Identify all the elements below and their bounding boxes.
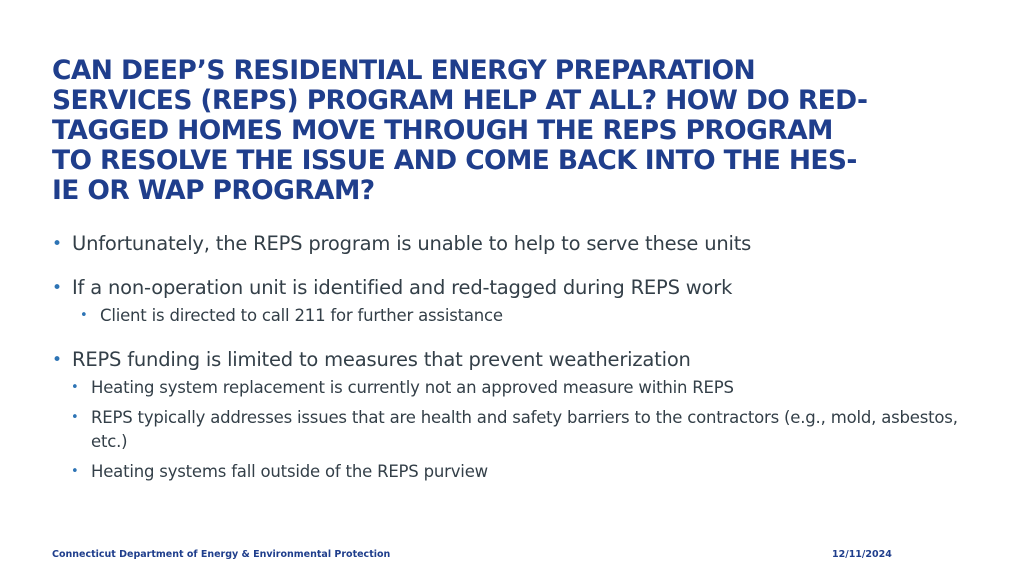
title-line: IE OR WAP PROGRAM? (52, 175, 375, 206)
title-line: TO RESOLVE THE ISSUE AND COME BACK INTO THE HES- (52, 145, 857, 176)
bullet-item (52, 230, 972, 258)
sub-bullet-item (52, 304, 972, 328)
footer-organization: Connecticut Department of Energy & Environmental Protection (52, 549, 391, 560)
title-line: CAN DEEP’S RESIDENTIAL ENERGY PREPARATION (52, 55, 756, 86)
bullet-dot-icon: • (52, 278, 62, 298)
sub-bullet-dot-icon: • (71, 410, 79, 425)
bullet-dot-icon: • (52, 350, 62, 370)
bullet-item (52, 346, 972, 374)
slide-title (52, 56, 972, 206)
sub-bullet-item (52, 376, 972, 400)
sub-bullet-text: Heating system replacement is currently not an approved measure within REPS (91, 378, 734, 397)
bullet-item (52, 274, 972, 302)
bullet-dot-icon: • (52, 234, 62, 254)
sub-bullet-item (52, 406, 971, 454)
sub-bullet-dot-icon: • (80, 308, 88, 323)
sub-bullet-text: REPS typically addresses issues that are health and safety barriers to the contractors (e.g., mold, asbestos, etc.) (91, 408, 958, 451)
title-line: SERVICES (REPS) PROGRAM HELP AT ALL? HOW DO RED- (52, 85, 868, 116)
sub-bullet-dot-icon: • (71, 464, 79, 479)
footer-date: 12/11/2024 (832, 549, 892, 560)
bullet-text: If a non-operation unit is identified and red-tagged during REPS work (72, 276, 733, 299)
bullet-text: REPS funding is limited to measures that prevent weatherization (72, 348, 691, 371)
sub-bullet-item (52, 460, 972, 484)
bullet-text: Unfortunately, the REPS program is unable to help to serve these units (72, 232, 752, 255)
sub-bullet-dot-icon: • (71, 380, 79, 395)
sub-bullet-text: Client is directed to call 211 for further assistance (100, 306, 503, 325)
sub-bullet-text: Heating systems fall outside of the REPS purview (91, 462, 488, 481)
title-line: TAGGED HOMES MOVE THROUGH THE REPS PROGRAM (52, 115, 833, 146)
bullet-list (52, 230, 972, 484)
